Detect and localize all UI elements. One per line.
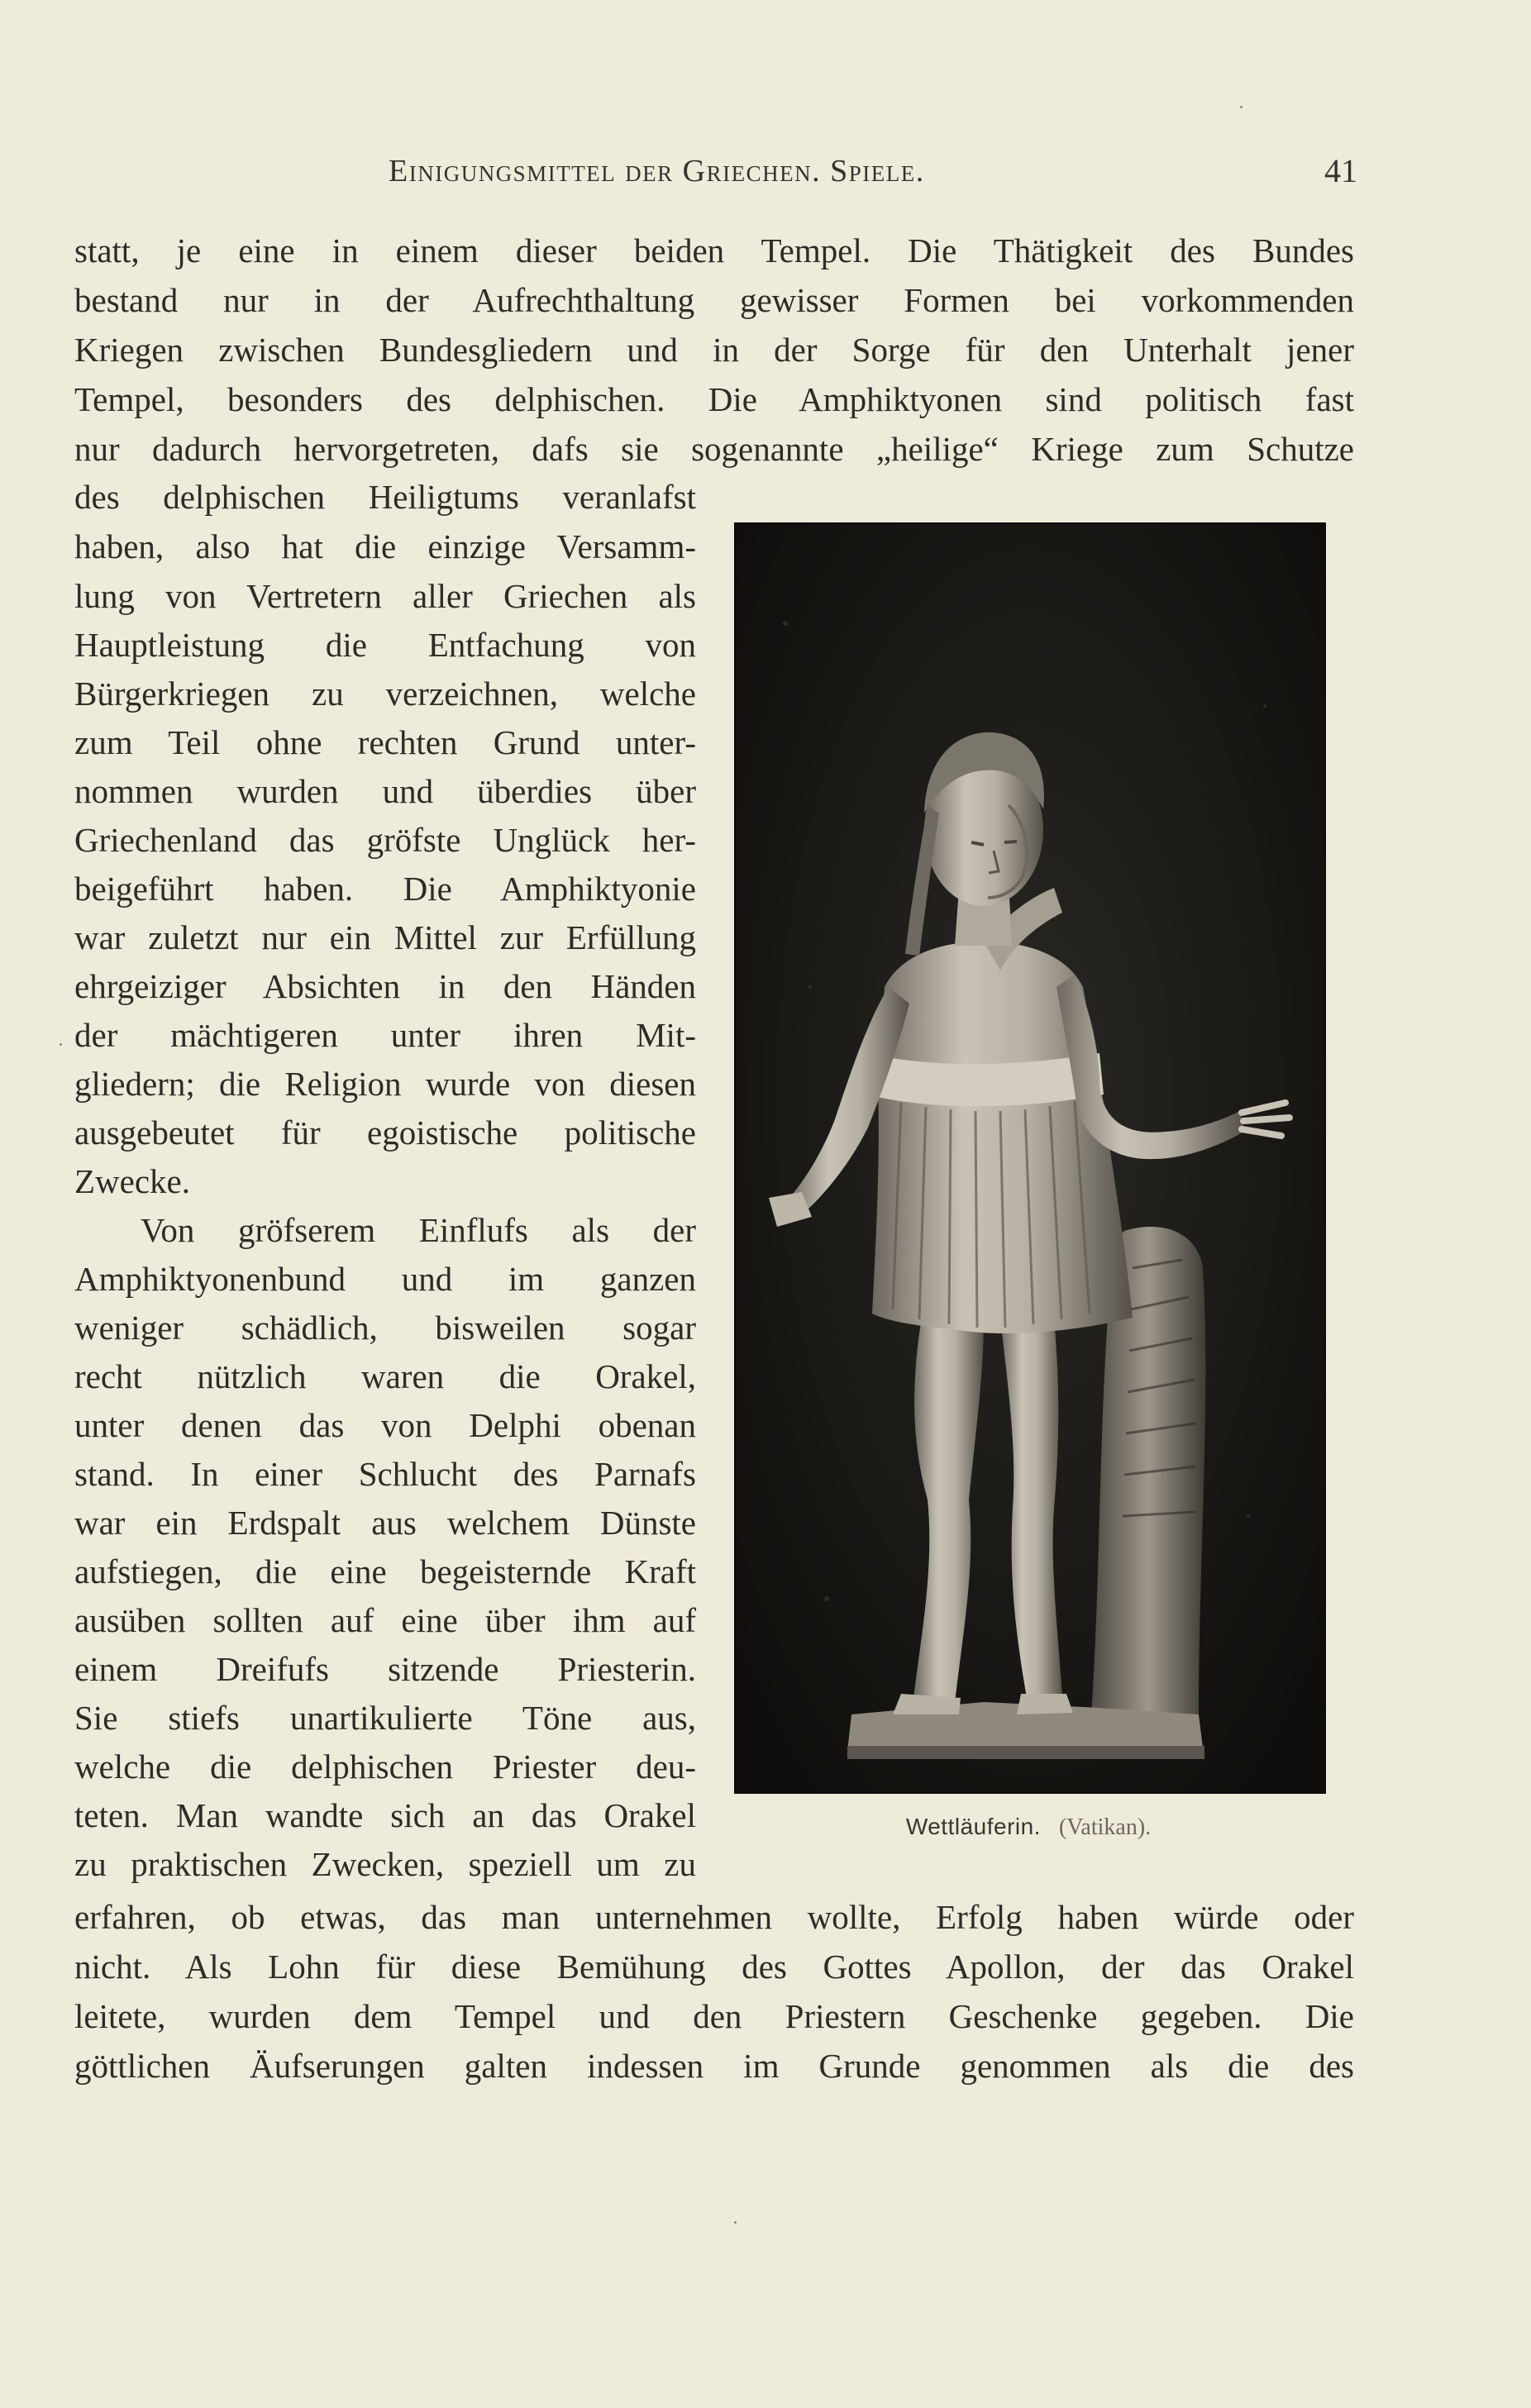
paper-speck xyxy=(1240,106,1242,108)
text-line: göttlichen Äufserungen galten indessen im Grunde genommen als die des xyxy=(74,2047,1354,2085)
text-line: nur dadurch hervorgetreten, dafs sie sogenannte „heilige“ Kriege zum Schutze xyxy=(74,430,1354,468)
text-line: war ein Erdspalt aus welchem Dünste xyxy=(74,1504,696,1542)
text-line: Von gröfserem Einflufs als der xyxy=(141,1211,696,1249)
caption-location: (Vatikan). xyxy=(1058,1814,1152,1840)
text-line: gliedern; die Religion wurde von diesen xyxy=(74,1065,696,1103)
text-line: Amphiktyonenbund und im ganzen xyxy=(74,1260,696,1298)
text-line: welche die delphischen Priester deu- xyxy=(74,1748,696,1786)
text-line: Kriegen zwischen Bundesgliedern und in der Sorge für den Unterhalt jener xyxy=(74,331,1354,369)
statue-photograph xyxy=(734,522,1326,1794)
text-line: ausüben sollten auf eine über ihm auf xyxy=(74,1601,696,1639)
text-line: Tempel, besonders des delphischen. Die Amphiktyonen sind politisch fast xyxy=(74,380,1354,418)
text-line: nommen wurden und überdies über xyxy=(74,772,696,810)
text-line: beigeführt haben. Die Amphiktyonie xyxy=(74,870,696,908)
text-line: lung von Vertretern aller Griechen als xyxy=(74,577,696,615)
text-line: einem Dreifufs sitzende Priesterin. xyxy=(74,1650,696,1688)
statue-illustration xyxy=(736,524,1324,1792)
caption-title: Wettläuferin. xyxy=(905,1814,1041,1839)
text-line: Bürgerkriegen zu verzeichnen, welche xyxy=(74,675,696,713)
text-line: nicht. Als Lohn für diese Bemühung des Gottes Apollon, der das Orakel xyxy=(74,1948,1354,1986)
text-line: weniger schädlich, bisweilen sogar xyxy=(74,1309,696,1347)
running-title: Einigungsmittel der Griechen. Spiele. xyxy=(389,154,925,188)
paper-speck xyxy=(734,2221,737,2224)
text-line: ehrgeiziger Absichten in den Händen xyxy=(74,967,696,1005)
text-line: ausgebeutet für egoistische politische xyxy=(74,1113,696,1152)
text-line: teten. Man wandte sich an das Orakel xyxy=(74,1796,696,1834)
text-line: aufstiegen, die eine begeisternde Kraft xyxy=(74,1552,696,1590)
figure-caption xyxy=(734,1814,1323,1841)
text-line: des delphischen Heiligtums veranlafst xyxy=(74,478,696,516)
page-header xyxy=(74,153,1357,203)
text-line: haben, also hat die einzige Versamm- xyxy=(74,527,696,565)
text-line: Griechenland das gröfste Unglück her- xyxy=(74,821,696,859)
text-line: erfahren, ob etwas, das man unternehmen wollte, Erfolg haben würde oder xyxy=(74,1898,1354,1936)
text-line: Sie stiefs unartikulierte Töne aus, xyxy=(74,1699,696,1737)
text-line: statt, je eine in einem dieser beiden Tempel. Die Thätigkeit des Bundes xyxy=(74,231,1354,269)
text-line: recht nützlich waren die Orakel, xyxy=(74,1357,696,1395)
text-line: zu praktischen Zwecken, speziell um zu xyxy=(74,1845,696,1883)
text-line: stand. In einer Schlucht des Parnafs xyxy=(74,1455,696,1493)
text-line: war zuletzt nur ein Mittel zur Erfüllung xyxy=(74,918,696,956)
text-line: Zwecke. xyxy=(74,1162,190,1200)
text-line: zum Teil ohne rechten Grund unter- xyxy=(74,723,696,761)
text-line: unter denen das von Delphi obenan xyxy=(74,1406,696,1444)
paper-speck xyxy=(60,1043,62,1046)
text-line: leitete, wurden dem Tempel und den Priestern Geschenke gegeben. Die xyxy=(74,1997,1354,2035)
text-line: bestand nur in der Aufrechthaltung gewisser Formen bei vorkommenden xyxy=(74,281,1354,319)
text-line: der mächtigeren unter ihren Mit- xyxy=(74,1016,696,1054)
text-line: Hauptleistung die Entfachung von xyxy=(74,626,696,664)
page-number: 41 xyxy=(1324,152,1357,189)
